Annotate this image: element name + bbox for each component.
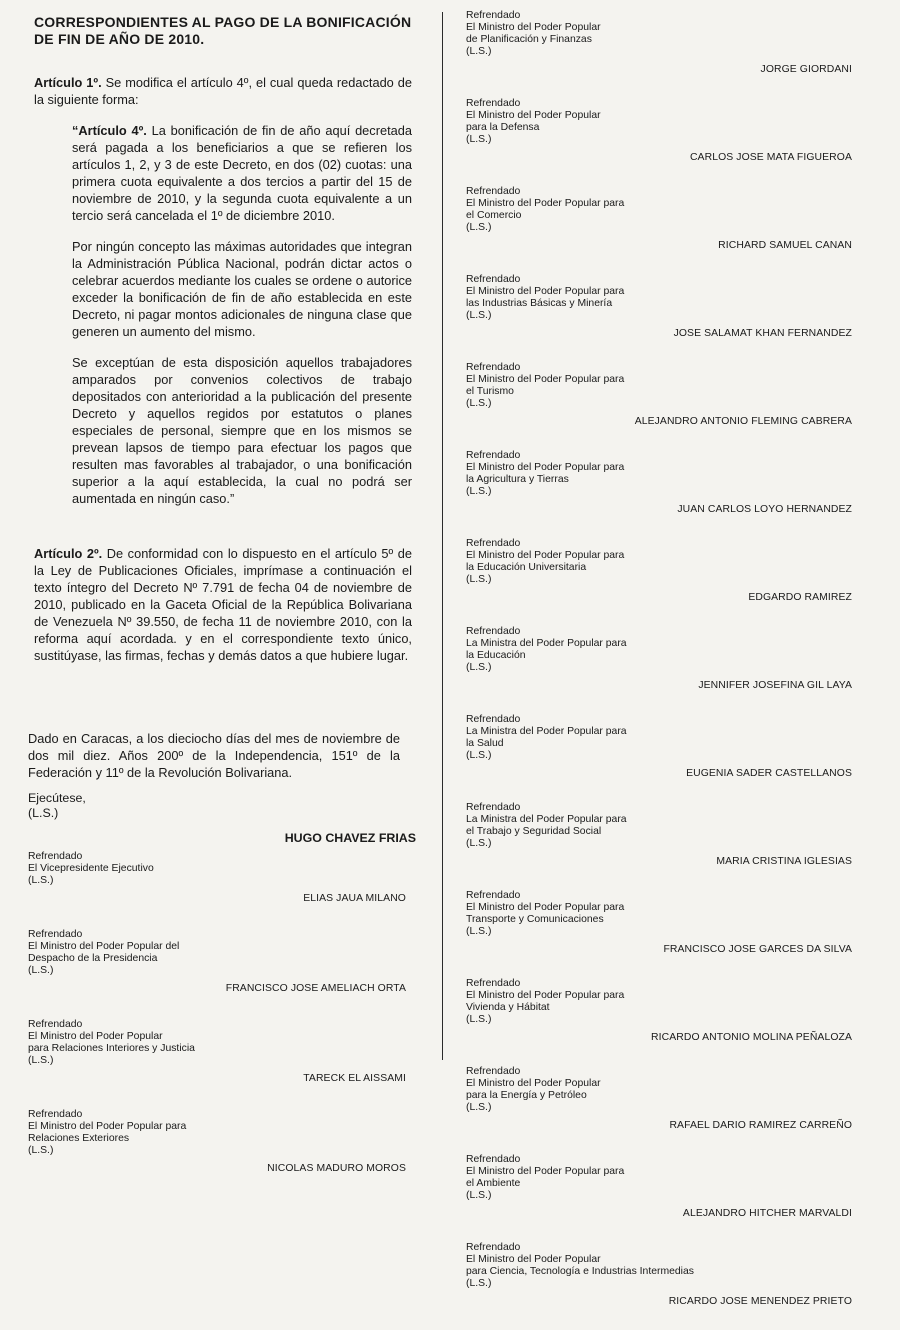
signature-role [28, 1109, 406, 1157]
signature-line: las Industrias Básicas y Minería [466, 298, 613, 309]
signature-line: el Trabajo y Seguridad Social [466, 826, 602, 837]
signature-block [466, 802, 852, 868]
signature-line: Refrendado [466, 450, 521, 461]
signature-role [466, 538, 852, 586]
signature-role [466, 362, 852, 410]
dado-en-caracas: Dado en Caracas, a los dieciocho días del mes de noviembre de dos mil diez. Años 200º de la Independencia, 151º de la Federación y 11º de la Revolución Bolivariana. [28, 731, 400, 780]
signature-line: El Ministro del Poder Popular para [466, 550, 625, 561]
signatory-name: MARIA CRISTINA IGLESIAS [716, 856, 852, 867]
signature-block [466, 978, 852, 1044]
signature-block [466, 98, 852, 164]
signature-line: El Ministro del Poder Popular [28, 1031, 163, 1042]
article-1-label: Artículo 1º. [34, 75, 102, 90]
signatory-name: ALEJANDRO HITCHER MARVALDI [682, 1208, 852, 1219]
signature-line: Refrendado [466, 714, 521, 725]
signature-role [466, 98, 852, 146]
signature-line: Refrendado [28, 1109, 83, 1120]
signature-line: El Ministro del Poder Popular del [28, 941, 180, 952]
signature-line: (L.S.) [28, 965, 54, 976]
signature-line: la Educación Universitaria [466, 562, 587, 573]
signatory-name: RICARDO ANTONIO MOLINA PEÑALOZA [651, 1032, 852, 1043]
signature-line: Refrendado [466, 98, 521, 109]
signature-line: (L.S.) [466, 750, 492, 761]
signature-line: El Ministro del Poder Popular [466, 110, 601, 121]
signature-line: (L.S.) [466, 574, 492, 585]
signature-role [466, 1154, 852, 1202]
column-divider [442, 12, 443, 1060]
signature-line: el Ambiente [466, 1178, 521, 1189]
signature-line: (L.S.) [28, 1145, 54, 1156]
signature-line: El Ministro del Poder Popular [466, 1078, 601, 1089]
signature-line: (L.S.) [466, 926, 492, 937]
signature-line: (L.S.) [28, 875, 54, 886]
signatory-name: JUAN CARLOS LOYO HERNANDEZ [677, 504, 852, 515]
signature-line: Relaciones Exteriores [28, 1133, 130, 1144]
signature-line: Refrendado [466, 802, 521, 813]
signature-line: (L.S.) [466, 1278, 492, 1289]
signature-role [466, 274, 852, 322]
article-4-paragraph-1 [72, 122, 412, 224]
ls-seal-mark: (L.S.) [28, 806, 59, 820]
signature-line: de Planificación y Finanzas [466, 34, 592, 45]
signature-block [466, 10, 852, 76]
signatory-name: ELIAS JAUA MILANO [303, 893, 406, 904]
signature-block [466, 186, 852, 252]
signature-line: (L.S.) [466, 134, 492, 145]
signature-line: (L.S.) [28, 1055, 54, 1066]
signatory-name: JENNIFER JOSEFINA GIL LAYA [698, 680, 852, 691]
signature-block [466, 274, 852, 340]
signature-role [466, 1242, 852, 1290]
signatory-name: ALEJANDRO ANTONIO FLEMING CABRERA [634, 416, 852, 427]
signature-role [466, 890, 852, 938]
signature-line: (L.S.) [466, 838, 492, 849]
signature-line: Refrendado [466, 1066, 521, 1077]
signature-line: para Ciencia, Tecnología e Industrias Intermedias [466, 1266, 694, 1277]
signature-block [28, 929, 406, 995]
signature-role [28, 1019, 406, 1067]
signature-block [466, 450, 852, 516]
signature-line: (L.S.) [466, 486, 492, 497]
signature-role [466, 186, 852, 234]
signature-line: Refrendado [28, 851, 83, 862]
signature-line: Refrendado [466, 10, 521, 21]
signature-line: El Ministro del Poder Popular para [466, 286, 625, 297]
signature-line: Refrendado [466, 626, 521, 637]
article-2 [34, 545, 412, 664]
article-4-text: La bonificación de fin de año aquí decretada será pagada a los beneficiarios a que se refieren los artículos 1, 2, y 3 de este Decreto, en dos (02) cuotas: una primera cuota equivalente a dos tercios a partir del 15 de noviembre de 2010, y la segunda cuota equivalente a un tercio será cancelada el 1º de diciembre 2010. [72, 123, 412, 223]
signature-block [466, 890, 852, 956]
signature-line: Transporte y Comunicaciones [466, 914, 604, 925]
signature-block [28, 1019, 406, 1085]
quoted-article-4 [72, 122, 412, 507]
signature-line: Despacho de la Presidencia [28, 953, 158, 964]
signature-line: El Ministro del Poder Popular para [466, 990, 625, 1001]
signatory-name: RICHARD SAMUEL CANAN [718, 240, 852, 251]
signature-line: el Turismo [466, 386, 514, 397]
signature-line: (L.S.) [466, 1190, 492, 1201]
signature-line: El Ministro del Poder Popular para [466, 1166, 625, 1177]
signature-line: (L.S.) [466, 222, 492, 233]
signature-role [466, 802, 852, 850]
article-2-text: De conformidad con lo dispuesto en el artículo 5º de la Ley de Publicaciones Oficiales, imprímase a continuación el texto íntegro del Decreto Nº 7.791 de fecha 04 de noviembre de 2010, publicado en la Gaceta Oficial de la República Bolivariana de Venezuela Nº 39.550, de fecha 11 de noviembre 2010, con la reforma aquí acordada. y en el correspondiente texto único, sustitúyase, las firmas, fechas y demás datos a que hubiere lugar. [34, 546, 412, 663]
signatory-name: RICARDO JOSE MENENDEZ PRIETO [668, 1296, 852, 1307]
signature-role [466, 714, 852, 762]
signature-line: (L.S.) [466, 46, 492, 57]
signature-line: Vivienda y Hábitat [466, 1002, 550, 1013]
signature-role [466, 450, 852, 498]
signature-line: Refrendado [466, 362, 521, 373]
signature-line: El Ministro del Poder Popular para [466, 198, 625, 209]
signature-line: Refrendado [466, 186, 521, 197]
signature-line: El Ministro del Poder Popular para [28, 1121, 187, 1132]
signature-line: (L.S.) [466, 1014, 492, 1025]
right-column [466, 10, 852, 1330]
signature-line: para Relaciones Interiores y Justicia [28, 1043, 195, 1054]
signature-line: (L.S.) [466, 662, 492, 673]
signature-line: para la Defensa [466, 122, 540, 133]
article-2-label: Artículo 2º. [34, 546, 103, 561]
signature-block [466, 1154, 852, 1220]
signatory-name: EDGARDO RAMIREZ [748, 592, 852, 603]
article-1-text: Se modifica el artículo 4º, el cual queda redactado de la siguiente forma: [34, 75, 412, 107]
signature-line: El Ministro del Poder Popular para [466, 902, 625, 913]
signature-line: la Agricultura y Tierras [466, 474, 569, 485]
signature-line: Refrendado [466, 274, 521, 285]
signature-block [466, 714, 852, 780]
article-1 [34, 74, 412, 108]
article-4-label: “Artículo 4º. [72, 123, 147, 138]
signatory-name: RAFAEL DARIO RAMIREZ CARREÑO [669, 1120, 852, 1131]
right-signatures [466, 10, 852, 1308]
signature-block [466, 362, 852, 428]
signature-role [28, 851, 406, 887]
signature-line: para la Energía y Petróleo [466, 1090, 587, 1101]
signatory-name: EUGENIA SADER CASTELLANOS [686, 768, 852, 779]
article-4-paragraph-2: Por ningún concepto las máximas autoridades que integran la Administración Pública Nacional, podrán dictar actos o celebrar acuerdos mediante los cuales se ordene o autorice exceder la bonificación de fin de año establecida en este Decreto, ni pagar montos adicionales de ninguna clase que generen un aumento del mismo. [72, 239, 412, 339]
signatory-name: CARLOS JOSE MATA FIGUEROA [689, 152, 852, 163]
signature-line: el Comercio [466, 210, 522, 221]
left-signatures [28, 851, 412, 1175]
signature-line: Refrendado [466, 1154, 521, 1165]
signatory-name: TARECK EL AISSAMI [303, 1073, 406, 1084]
signatory-name: NICOLAS MADURO MOROS [267, 1163, 406, 1174]
signature-line: Refrendado [28, 1019, 83, 1030]
signature-line: Refrendado [466, 1242, 521, 1253]
signature-line: El Ministro del Poder Popular [466, 22, 601, 33]
signature-line: (L.S.) [466, 1102, 492, 1113]
signatory-name: JORGE GIORDANI [760, 64, 852, 75]
signature-line: Refrendado [466, 538, 521, 549]
signature-block [466, 626, 852, 692]
section-heading: CORRESPONDIENTES AL PAGO DE LA BONIFICACIÓN DE FIN DE AÑO DE 2010. [34, 14, 412, 47]
article-4-paragraph-3: Se exceptúan de esta disposición aquellos trabajadores amparados por convenios colectivos de trabajo depositados con anterioridad a la publicación del presente Decreto y aquellos regidos por estatutos o planes especiales de personal, siempre que en los mismos se prevean lapsos de tiempo para efectuar los pagos que resulten mas favorables al trabajador, o una bonificación superior a la aquí establecida, la cual no podrá ser aumentada en ningún caso.” [72, 355, 412, 506]
signature-line: la Salud [466, 738, 504, 749]
signatory-name: JOSE SALAMAT KHAN FERNANDEZ [673, 328, 852, 339]
signature-line: El Vicepresidente Ejecutivo [28, 863, 154, 874]
signature-line: La Ministra del Poder Popular para [466, 814, 627, 825]
signature-block [466, 1066, 852, 1132]
signature-role [466, 978, 852, 1026]
signature-line: (L.S.) [466, 310, 492, 321]
signature-line: Refrendado [28, 929, 83, 940]
signature-role [466, 10, 852, 58]
signature-block [466, 1242, 852, 1308]
signature-line: La Ministra del Poder Popular para [466, 638, 627, 649]
signature-block [466, 538, 852, 604]
signature-line: El Ministro del Poder Popular [466, 1254, 601, 1265]
president-name: HUGO CHAVEZ FRIAS [284, 831, 416, 845]
ejecutese: Ejecútese, [28, 791, 86, 805]
signature-role [28, 929, 406, 977]
signature-line: Refrendado [466, 978, 521, 989]
signature-role [466, 1066, 852, 1114]
signature-block [28, 1109, 406, 1175]
signature-block [28, 851, 406, 905]
signature-line: Refrendado [466, 890, 521, 901]
signature-line: El Ministro del Poder Popular para [466, 462, 625, 473]
signature-line: La Ministra del Poder Popular para [466, 726, 627, 737]
signature-line: (L.S.) [466, 398, 492, 409]
signatory-name: FRANCISCO JOSE GARCES DA SILVA [663, 944, 852, 955]
signature-line: la Educación [466, 650, 526, 661]
left-column [28, 14, 416, 1199]
signatory-name: FRANCISCO JOSE AMELIACH ORTA [225, 983, 406, 994]
signature-line: El Ministro del Poder Popular para [466, 374, 625, 385]
signature-role [466, 626, 852, 674]
